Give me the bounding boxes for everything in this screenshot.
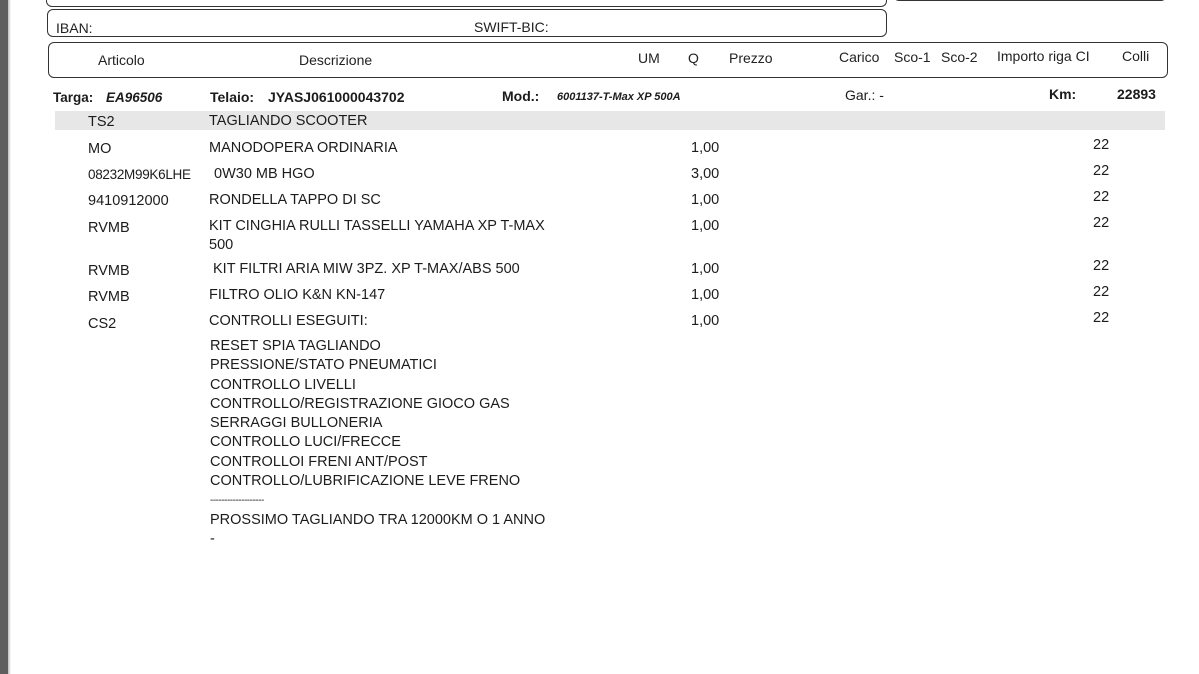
- row-qty: 3,00: [691, 166, 720, 182]
- row-iva: 22: [1093, 215, 1110, 231]
- row-desc: MANODOPERA ORDINARIA: [209, 140, 398, 156]
- row-code: TS2: [88, 114, 115, 130]
- row-code: RVMB: [88, 289, 130, 305]
- checks-list: [210, 337, 545, 549]
- row-iva: 22: [1093, 258, 1110, 274]
- check-item: SERRAGGI BULLONERIA: [210, 415, 383, 432]
- page-left-edge: [0, 0, 8, 674]
- km-value: 22893: [1117, 86, 1156, 102]
- row-iva: 22: [1093, 189, 1110, 205]
- row-code: 08232M99K6LHE: [88, 167, 191, 182]
- col-articolo: Articolo: [98, 52, 145, 68]
- row-desc: KIT CINGHIA RULLI TASSELLI YAMAHA XP T-MAX: [209, 218, 545, 234]
- row-code: MO: [88, 141, 112, 157]
- row-qty: 1,00: [691, 192, 720, 208]
- check-item: RESET SPIA TAGLIANDO: [210, 338, 381, 354]
- row-desc: KIT FILTRI ARIA MIW 3PZ. XP T-MAX/ABS 500: [213, 261, 520, 277]
- row-qty: 1,00: [691, 261, 720, 277]
- col-descrizione: Descrizione: [299, 52, 373, 68]
- col-q: Q: [688, 50, 699, 66]
- top-box-right: [893, 0, 1167, 1]
- check-item: PRESSIONE/STATO PNEUMATICI: [210, 357, 437, 374]
- row-iva: 22: [1093, 137, 1110, 153]
- row-iva: 22: [1093, 310, 1110, 326]
- row-code: 9410912000: [88, 193, 169, 209]
- row-desc: TAGLIANDO SCOOTER: [209, 113, 368, 129]
- iban-label: IBAN:: [56, 20, 93, 36]
- check-item: CONTROLLOI FRENI ANT/POST: [210, 453, 428, 470]
- row-desc: CONTROLLI ESEGUITI:: [209, 313, 368, 329]
- check-item: CONTROLLO/LUBRIFICAZIONE LEVE FRENO: [210, 473, 521, 490]
- row-iva: 22: [1093, 163, 1110, 179]
- row-desc-cont: 500: [209, 237, 234, 253]
- check-item: CONTROLLO/REGISTRAZIONE GIOCO GAS: [210, 395, 510, 412]
- row-code: CS2: [88, 316, 117, 332]
- row-qty: 1,00: [691, 140, 720, 156]
- col-colli: Colli: [1122, 48, 1150, 64]
- col-prezzo: Prezzo: [729, 50, 773, 66]
- mod-value: 6001137-T-Max XP 500A: [557, 91, 681, 103]
- check-item: CONTROLLO LIVELLI: [210, 376, 356, 393]
- row-qty: 1,00: [691, 313, 720, 329]
- row-desc: FILTRO OLIO K&N KN-147: [209, 287, 386, 303]
- km-label: Km:: [1049, 86, 1077, 102]
- top-box-left: [46, 0, 887, 7]
- next-service-note: PROSSIMO TAGLIANDO TRA 12000KM O 1 ANNO: [210, 511, 546, 528]
- row-desc: RONDELLA TAPPO DI SC: [209, 192, 381, 208]
- col-importo: Importo riga CI: [997, 48, 1090, 64]
- row-qty: 1,00: [691, 218, 720, 234]
- bank-box: [47, 9, 887, 37]
- swift-label: SWIFT-BIC:: [474, 19, 549, 35]
- telaio-label: Telaio:: [210, 89, 255, 105]
- targa-value: EA96506: [106, 90, 163, 105]
- page-edge-shadow: [8, 0, 11, 674]
- gar-label: Gar.: -: [845, 87, 884, 103]
- trailing-dash: -: [210, 530, 215, 547]
- separator-line: -------------------: [210, 495, 264, 507]
- row-iva: 22: [1093, 284, 1110, 300]
- col-carico: Carico: [839, 49, 880, 65]
- col-um: UM: [638, 50, 660, 66]
- row-code: RVMB: [88, 263, 130, 279]
- telaio-value: JYASJ061000043702: [268, 89, 405, 105]
- row-code: RVMB: [88, 220, 130, 236]
- targa-label: Targa:: [53, 90, 94, 105]
- col-sco2: Sco-2: [941, 49, 978, 65]
- mod-label: Mod.:: [502, 88, 540, 104]
- col-sco1: Sco-1: [894, 49, 931, 65]
- row-qty: 1,00: [691, 287, 720, 303]
- check-item: CONTROLLO LUCI/FRECCE: [210, 434, 401, 451]
- row-desc: 0W30 MB HGO: [214, 166, 315, 182]
